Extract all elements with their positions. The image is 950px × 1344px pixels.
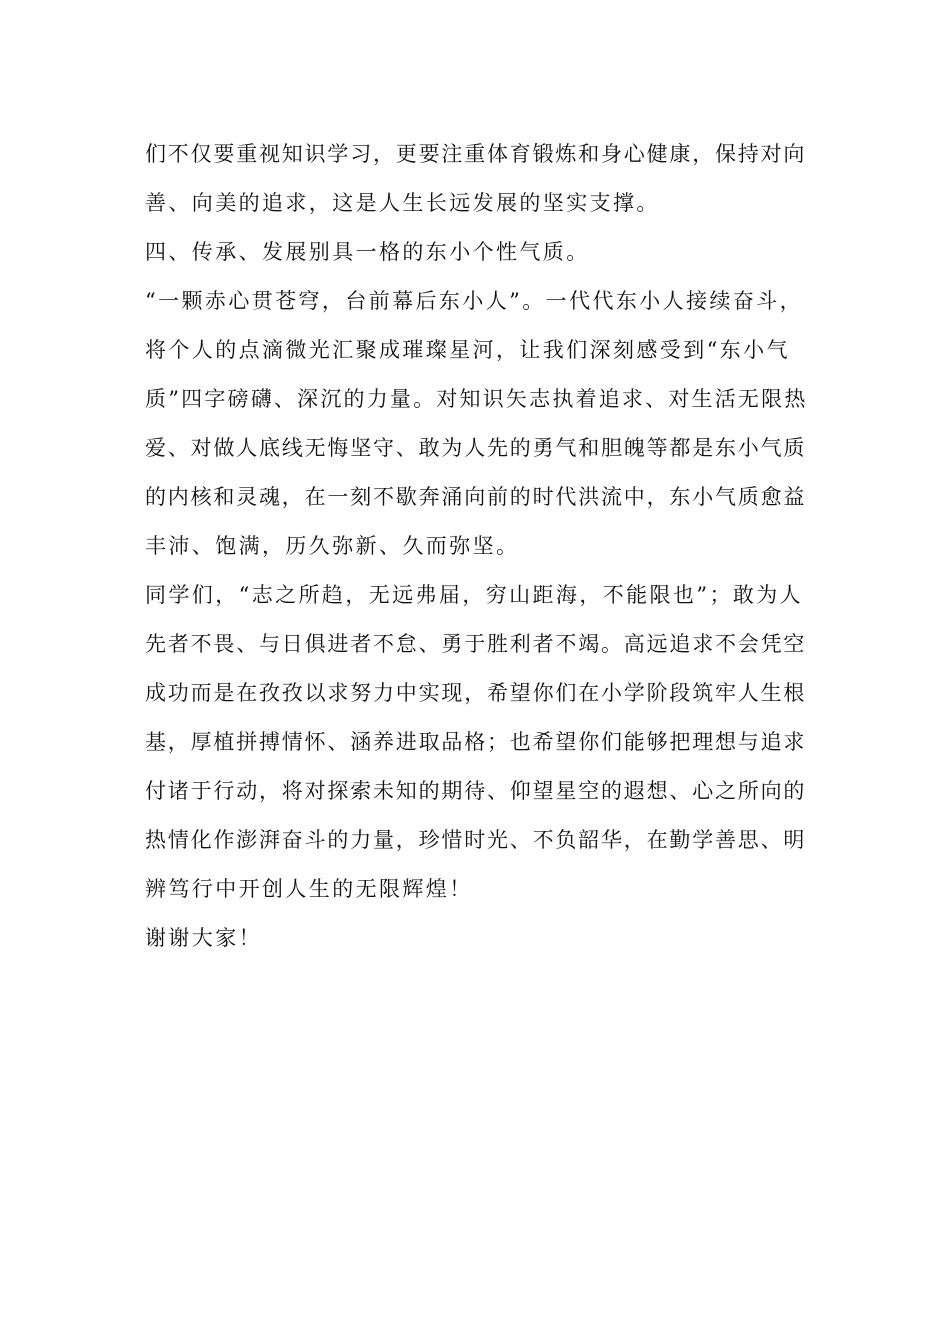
text-line: 先者不畏、与日俱进者不怠、勇于胜利者不竭。高远追求不会凭空 (145, 632, 807, 656)
text-line: 丰沛、饱满，历久弥新、久而弥坚。 (145, 534, 520, 558)
text-line: 辨笃行中开创人生的无限辉煌！ (145, 877, 473, 901)
text-line: 付诸于行动，将对探索未知的期待、仰望星空的遐想、心之所向的 (145, 779, 807, 803)
text-line: 基，厚植拼搏情怀、涵养进取品格；也希望你们能够把理想与追求 (145, 730, 807, 754)
text-line: 爱、对做人底线无悔坚守、敢为人先的勇气和胆魄等都是东小气质 (145, 436, 807, 460)
section-heading (145, 228, 810, 277)
document-body (145, 130, 810, 963)
text-line: 的内核和灵魂，在一刻不歇奔涌向前的时代洪流中，东小气质愈益 (145, 485, 807, 509)
text-line: 谢谢大家！ (145, 926, 262, 950)
paragraph-health (145, 130, 810, 228)
text-line: 善、向美的追求，这是人生长远发展的坚实支撑。 (145, 191, 660, 215)
closing-thanks (145, 914, 810, 963)
text-line: 热情化作澎湃奋斗的力量，珍惜时光、不负韶华，在勤学善思、明 (145, 828, 807, 852)
paragraph-temperament (145, 277, 810, 571)
text-line: 质”四字磅礴、深沉的力量。对知识矢志执着追求、对生活无限热 (145, 387, 808, 411)
text-line: 同学们，“志之所趋，无远弗届，穷山距海，不能限也”；敢为人 (145, 583, 804, 607)
text-line: 们不仅要重视知识学习，更要注重体育锻炼和身心健康，保持对向 (145, 142, 807, 166)
paragraph-students (145, 571, 810, 914)
text-line: “一颗赤心贯苍穹，台前幕后东小人”。一代代东小人接续奋斗， (145, 289, 804, 313)
text-line: 四、传承、发展别具一格的东小个性气质。 (145, 240, 590, 264)
text-line: 成功而是在孜孜以求努力中实现，希望你们在小学阶段筑牢人生根 (145, 681, 807, 705)
text-line: 将个人的点滴微光汇聚成璀璨星河，让我们深刻感受到“东小气 (145, 338, 790, 362)
